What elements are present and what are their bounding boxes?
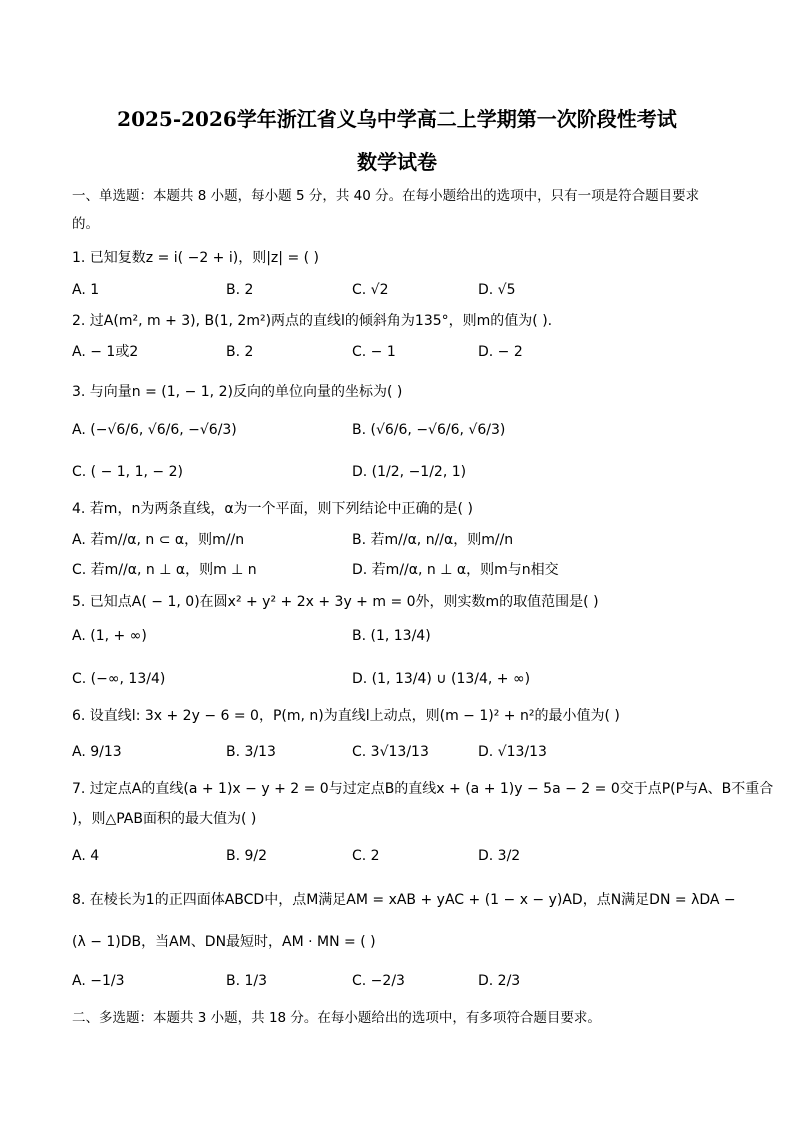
question-3-stem: 3. 与向量n = (1, − 1, 2)反向的单位向量的坐标为( ) (72, 384, 403, 400)
section1-heading-cont: 的。 (72, 216, 99, 232)
q5-option-c: C. (−∞, 13/4) (72, 671, 166, 687)
q8-option-b: B. 1/3 (226, 973, 268, 989)
exam-subtitle: 数学试卷 (357, 150, 437, 174)
q7-option-b: B. 9/2 (226, 848, 268, 864)
q5-option-d: D. (1, 13/4) ∪ (13/4, + ∞) (352, 671, 531, 687)
section2-heading: 二、多选题：本题共 3 小题，共 18 分。在每小题给出的选项中，有多项符合题目要求。 (72, 1010, 601, 1026)
question-2-stem: 2. 过A(m², m + 3), B(1, 2m²)两点的直线l的倾斜角为135°，则m的值为( ). (72, 313, 553, 329)
q3-option-b: B. (√6/6, −√6/6, √6/3) (352, 422, 506, 438)
question-8-stem: 8. 在棱长为1的正四面体ABCD中，点M满足AM = xAB + yAC + (1 − x − y)AD，点N满足DN = λDA − (72, 892, 736, 908)
q3-option-a: A. (−√6/6, √6/6, −√6/3) (72, 422, 237, 438)
q1-option-a: A. 1 (72, 282, 100, 298)
q1-option-c: C. √2 (352, 282, 389, 298)
q6-option-b: B. 3/13 (226, 744, 276, 760)
q7-option-c: C. 2 (352, 848, 380, 864)
q5-option-a: A. (1, + ∞) (72, 628, 147, 644)
q2-option-c: C. − 1 (352, 344, 396, 360)
q1-option-d: D. √5 (478, 282, 516, 298)
q5-option-b: B. (1, 13/4) (352, 628, 431, 644)
q7-option-d: D. 3/2 (478, 848, 521, 864)
q4-option-d: D. 若m//α, n ⊥ α，则m与n相交 (352, 562, 559, 578)
q4-option-b: B. 若m//α, n//α，则m//n (352, 532, 514, 548)
q8-option-a: A. −1/3 (72, 973, 125, 989)
q2-option-d: D. − 2 (478, 344, 523, 360)
q8-option-d: D. 2/3 (478, 973, 521, 989)
q6-option-a: A. 9/13 (72, 744, 122, 760)
q2-option-a: A. − 1或2 (72, 344, 139, 360)
question-7-stem: 7. 过定点A的直线(a + 1)x − y + 2 = 0与过定点B的直线x + (a + 1)y − 5a − 2 = 0交于点P(P与A、B不重合 (72, 781, 774, 797)
q3-option-c: C. ( − 1, 1, − 2) (72, 464, 183, 480)
q1-option-b: B. 2 (226, 282, 254, 298)
question-1-stem: 1. 已知复数z = i( −2 + i)，则|z| = ( ) (72, 250, 319, 266)
q2-option-b: B. 2 (226, 344, 254, 360)
section1-heading: 一、单选题：本题共 8 小题，每小题 5 分，共 40 分。在每小题给出的选项中，只有一项是符合题目要求 (72, 188, 700, 204)
q4-option-c: C. 若m//α, n ⊥ α，则m ⊥ n (72, 562, 257, 578)
question-5-stem: 5. 已知点A( − 1, 0)在圆x² + y² + 2x + 3y + m = 0外，则实数m的取值范围是( ) (72, 594, 599, 610)
question-8-stem-cont: (λ − 1)DB，当AM、DN最短时，AM · MN = ( ) (72, 934, 376, 950)
q8-option-c: C. −2/3 (352, 973, 405, 989)
q6-option-c: C. 3√13/13 (352, 744, 429, 760)
question-6-stem: 6. 设直线l: 3x + 2y − 6 = 0，P(m, n)为直线l上动点，则(m − 1)² + n²的最小值为( ) (72, 708, 620, 724)
question-7-stem-cont: )，则△PAB面积的最大值为( ) (72, 811, 257, 827)
q6-option-d: D. √13/13 (478, 744, 547, 760)
question-4-stem: 4. 若m，n为两条直线，α为一个平面，则下列结论中正确的是( ) (72, 501, 473, 517)
q4-option-a: A. 若m//α, n ⊂ α，则m//n (72, 532, 245, 548)
exam-title: 2025-2026学年浙江省义乌中学高二上学期第一次阶段性考试 (117, 107, 677, 131)
q7-option-a: A. 4 (72, 848, 100, 864)
q3-option-d: D. (1/2, −1/2, 1) (352, 464, 467, 480)
